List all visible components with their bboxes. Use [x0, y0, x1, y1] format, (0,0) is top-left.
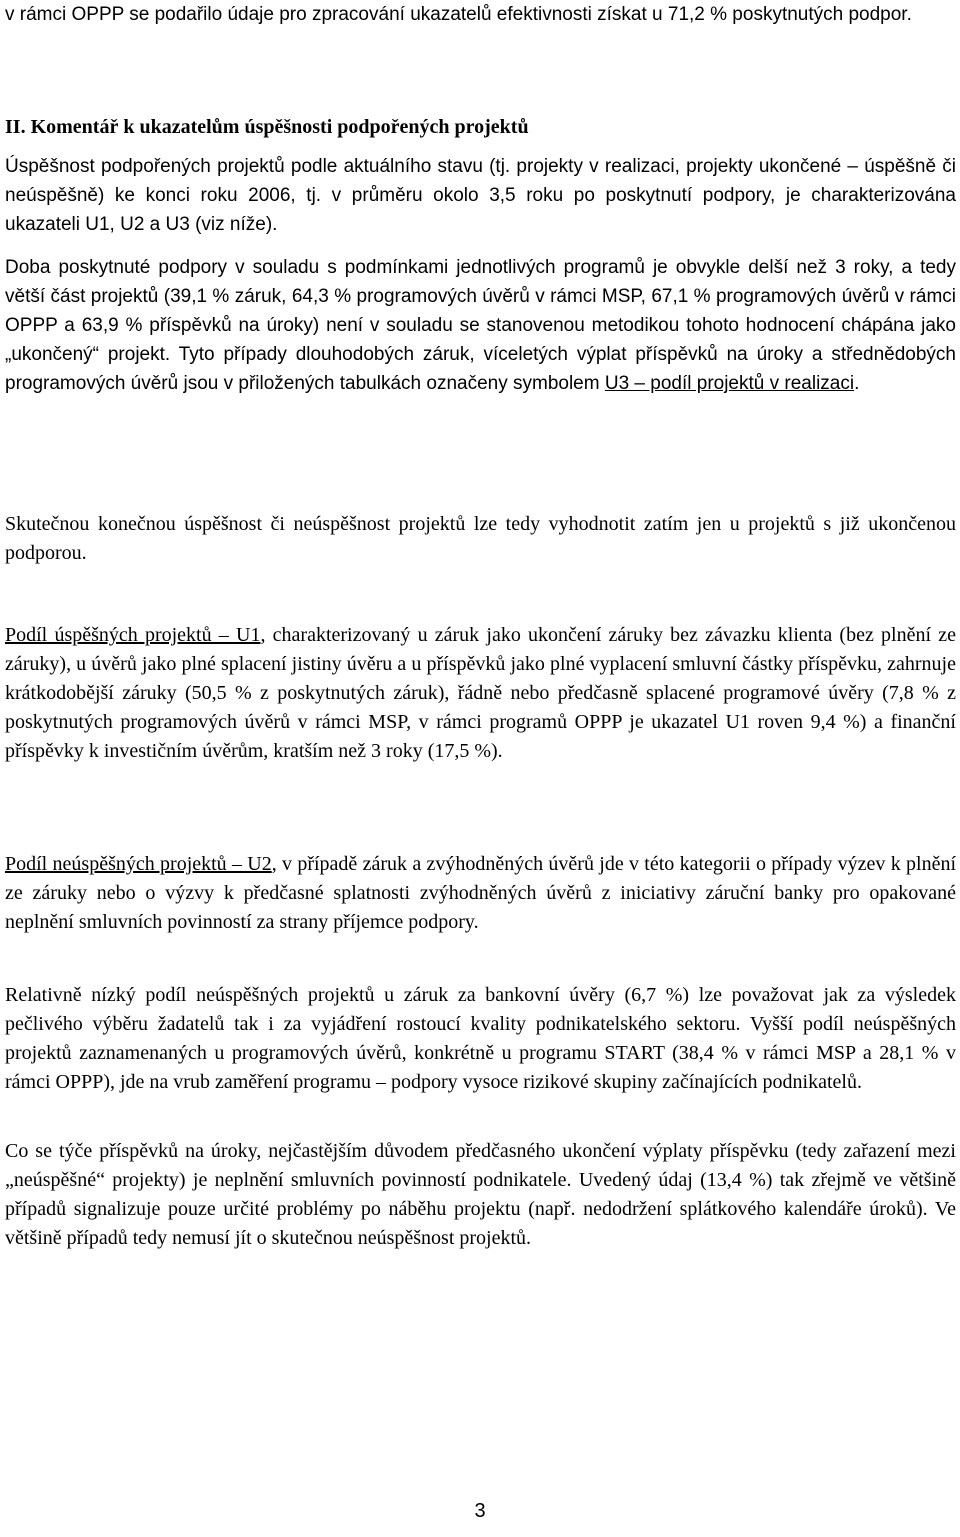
real-success-text: Skutečnou konečnou úspěšnost či neúspěšnost projektů lze tedy vyhodnotit zatím jen u projektů s již ukončenou podporou. [5, 513, 956, 564]
intro-paragraph [5, 0, 956, 29]
u3-label: U3 – podíl projektů v realizaci [604, 373, 855, 394]
relative-paragraph [5, 981, 956, 1097]
duration-text: Doba poskytnuté podpory v souladu s podmínkami jednotlivých programů je obvykle delší než 3 roky, a tedy větší část projektů (39,1 % záruk, 64,3 % programových úvěrů v rámci MSP, 67,1 % programových úvěrů v rámci OPPP a 63,9 % příspěvků na úroky) není v souladu se stanovenou metodikou tohoto hodnocení chápána jako „ukončený“ projekt. Tyto případy dlouhodobých záruk, víceletých výplat příspěvků na úroky a střednědobých programových úvěrů jsou v přiložených tabulkách označeny symbolem [5, 257, 956, 394]
interest-paragraph [5, 1137, 956, 1253]
definition-paragraph [5, 152, 956, 239]
duration-tail: . [854, 373, 860, 394]
u1-paragraph [5, 621, 956, 766]
u1-text: , charakterizovaný u záruk jako ukončení záruky bez závazku klienta (bez plnění ze záruky), u úvěrů jako plné splacení jistiny úvěru a u příspěvků jako plné vyplacení smluvní částky příspěvku, zahrnuje krátkodobější záruky (50,5 % z poskytnutých záruk), řádně nebo předčasně splacené programové úvěry (7,8 % z poskytnutých programových úvěrů v rámci MSP, v rámci programů OPPP je ukazatel U1 roven 9,4 %) a finanční příspěvky k investičním úvěrům, kratším než 3 roky (17,5 %). [5, 624, 956, 762]
u2-label: Podíl neúspěšných projektů – U2 [5, 853, 272, 875]
u2-paragraph [5, 850, 956, 937]
u2-text: , v případě záruk a zvýhodněných úvěrů jde v této kategorii o případy výzev k plnění ze záruky nebo o výzvy k předčasné splatnosti zvýhodněných úvěrů z iniciativy záruční banky pro opakované neplnění smluvních povinností za strany příjemce podpory. [5, 853, 956, 933]
u1-label: Podíl úspěšných projektů – U1 [5, 624, 261, 646]
page-number: 3 [474, 1500, 486, 1522]
section-heading: II. Komentář k ukazatelům úspěšnosti podpořených projektů [5, 116, 529, 138]
definition-text: Úspěšnost podpořených projektů podle aktuálního stavu (tj. projekty v realizaci, projekty ukončené – úspěšně či neúspěšně) ke konci roku 2006, tj. v průměru okolo 3,5 roku po poskytnutí podpory, je charakterizována ukazateli U1, U2 a U3 (viz níže). [5, 156, 956, 235]
interest-text: Co se týče příspěvků na úroky, nejčastějším důvodem předčasného ukončení výplaty příspěvku (tedy zařazení mezi „neúspěšné“ projekty) je neplnění smluvních povinností podnikatele. Uvedený údaj (13,4 %) tak zřejmě ve většině případů signalizuje pouze určité problémy po náběhu projektu (např. nedodržení splátkového kalendáře úroků). Ve většině případů tedy nemusí jít o skutečnou neúspěšnost projektů. [5, 1140, 956, 1249]
real-success-paragraph [5, 510, 956, 568]
relative-text: Relativně nízký podíl neúspěšných projektů u záruk za bankovní úvěry (6,7 %) lze považovat jak za výsledek pečlivého výběru žadatelů tak i za vyjádření rostoucí kvality podnikatelského sektoru. Vyšší podíl neúspěšných projektů zaznamenaných u programových úvěrů, konkrétně u programu START (38,4 % v rámci MSP a 28,1 % v rámci OPPP), jde na vrub zaměření programu – podpory vysoce rizikové skupiny začínajících podnikatelů. [5, 984, 956, 1093]
duration-paragraph [5, 253, 956, 398]
intro-text: v rámci OPPP se podařilo údaje pro zpracování ukazatelů efektivnosti získat u 71,2 % poskytnutých podpor. [5, 4, 912, 25]
